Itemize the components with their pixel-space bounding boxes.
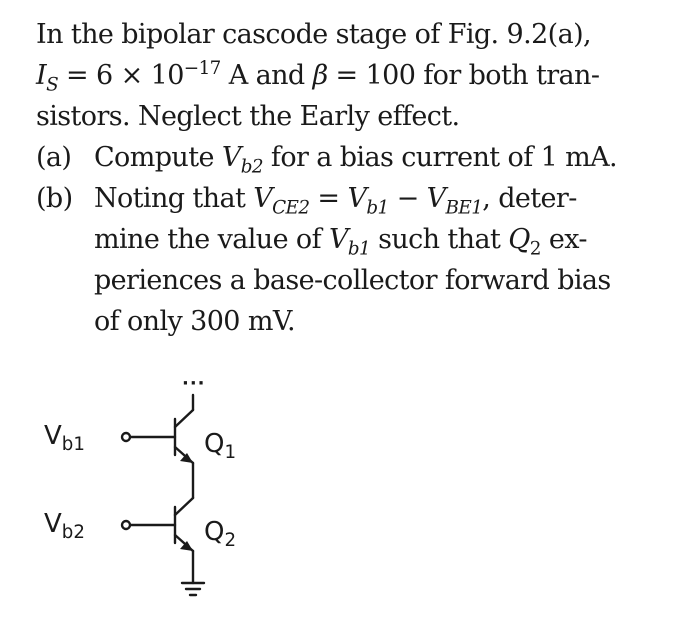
vb1-label-sub: b1 — [61, 434, 85, 456]
part-a-text: Compute — [94, 142, 222, 173]
part-b-text: Noting that — [94, 183, 254, 214]
cascode-circuit-diagram — [30, 365, 290, 620]
problem-intro — [36, 14, 636, 137]
part-b-body — [94, 178, 656, 342]
beta-symbol: β — [312, 60, 328, 91]
vb1-label — [44, 421, 85, 456]
is-symbol: I — [36, 60, 47, 91]
vce2-subscript: CE2 — [272, 197, 310, 219]
part-b-line-4: of only 300 mV. — [94, 306, 296, 337]
beta-value: = 100 for both tran- — [327, 60, 600, 91]
part-a-label: (a) — [36, 142, 72, 173]
vb1-subscript: b1 — [366, 197, 389, 219]
q1-label — [204, 429, 237, 464]
vbe1-symbol: V — [426, 183, 446, 214]
q2-label-main: Q — [204, 517, 225, 547]
part-b — [36, 178, 656, 342]
part-a-rest: for a bias current of 1 mA. — [262, 142, 618, 173]
vce2-symbol: V — [253, 183, 273, 214]
is-exponent: −17 — [183, 58, 221, 79]
problem-statement — [36, 14, 656, 342]
q2-label-sub: 2 — [224, 530, 237, 552]
vb2-label-main: V — [44, 509, 62, 539]
part-a-body — [94, 137, 656, 178]
q2-symbol: Q — [508, 224, 530, 255]
q1-label-main: Q — [204, 429, 225, 459]
vb1-terminal — [122, 433, 130, 441]
vb1-symbol: V — [347, 183, 367, 214]
part-b-line-2c: ex- — [540, 224, 587, 255]
vb2-label-sub: b2 — [61, 522, 85, 544]
vb1b-subscript: b1 — [347, 238, 371, 260]
q2-label — [204, 517, 237, 552]
vb2-subscript: b2 — [240, 156, 263, 178]
is-unit: A and — [220, 60, 313, 91]
part-b-line-2b: such that — [370, 224, 509, 255]
part-a — [36, 137, 656, 178]
q1-collector-diagonal — [175, 410, 193, 427]
intro-line-3: sistors. Neglect the Early effect. — [36, 101, 460, 132]
q2-collector-diagonal — [175, 498, 193, 515]
vb2-terminal — [122, 521, 130, 529]
vb2-symbol: V — [221, 142, 241, 173]
intro-line-1: In the bipolar cascode stage of Fig. 9.2(a), — [36, 19, 591, 50]
is-value: = 6 × 10 — [58, 60, 184, 91]
vb2-label — [44, 509, 85, 544]
part-b-after-eq: , deter- — [482, 183, 577, 214]
vce2-equals: = — [309, 183, 348, 214]
vbe1-subscript: BE1 — [445, 197, 483, 219]
cascode-schematic — [30, 365, 290, 620]
vb1-label-main: V — [44, 421, 62, 451]
q2-subscript: 2 — [529, 238, 541, 260]
q1-label-sub: 1 — [224, 442, 237, 464]
vb1b-symbol: V — [328, 224, 348, 255]
continuation-dots: ··· — [182, 373, 206, 394]
minus-sign: − — [388, 183, 427, 214]
part-b-line-3: periences a base-collector forward bias — [94, 265, 611, 296]
part-b-label: (b) — [36, 183, 73, 214]
is-subscript: S — [46, 74, 59, 96]
part-b-line-2a: mine the value of — [94, 224, 329, 255]
